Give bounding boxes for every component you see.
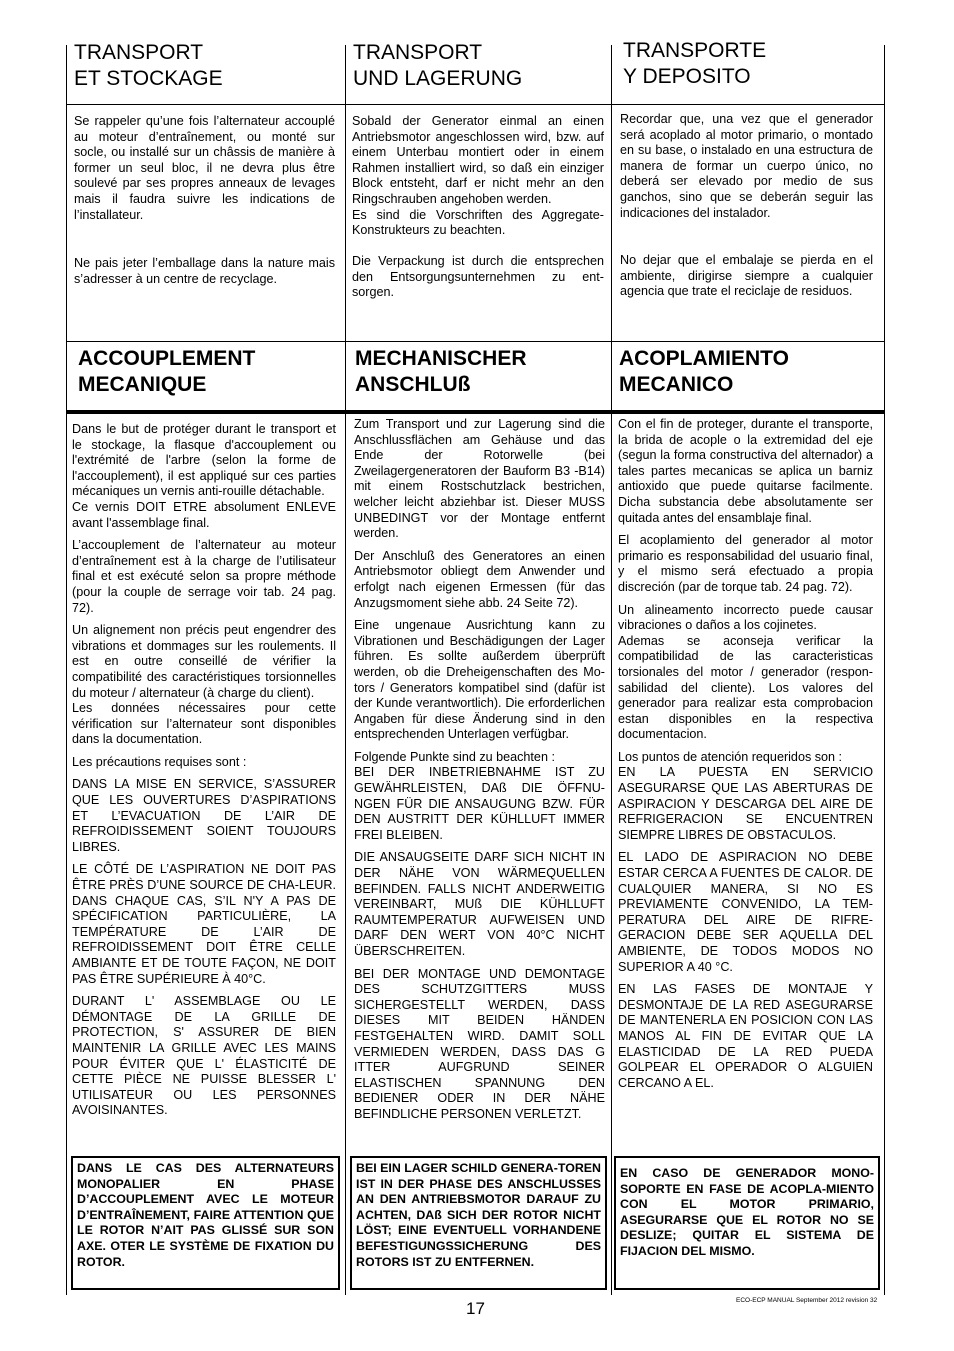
fr-recycling-text: Ne pais jeter l’emballage dans la nature mais s’adresser à un centre de recyclage. [74,256,335,286]
es-transport-text: Recordar que, una vez que el generador será acoplado al motor primario, o montado en su base, o instalado en una estructura de manera de formar un cuerpo único, no deberá ser elevado por medio de sus ganchos, sino que se deberán seguir las indicaciones del instalador. [620,112,873,220]
es-recycling-text: No dejar que el embalaje se pierda en el ambiente, dirigirse siempre a cualquier agencia que trate el reciclaje de residuos. [620,253,873,299]
es-title-coupling: ACOPLAMIENTO MECANICO [619,347,789,396]
divider-under-title1 [66,104,884,105]
divider-under-title2 [66,410,884,414]
de-title-coupling: MECHANISCHER ANSCHLUß [355,347,527,396]
de-title-transport: TRANSPORT UND LAGERUNG [353,41,523,90]
divider-under-section1 [66,341,884,342]
es-coupling-text: Con el fin de proteger, durante el transporte, la brida de acople o la extremidad del eje (segun la forma constructiva del alternador) a tales partes mecanicas se aplica un barniz antioxido que puede quitarse facilmente. Dicha substancia debe absolutamente ser quitada antes del ensamblaje final. El acoplamiento del generador al motor primario es responsabilidad del usuario final, y el mismo será efectuado a propia discreción (par de torque tab. 24 pag. 72). Un alineamento incorrecto puede causar vibraciones o daños a los cojinetes. Ademas se aconseja verificar la compatibilidad de las caracteristicas torsionales del motor / generador (respon-sabilidad del cliente). Los valores del generador para realizar esta comprobacion estan disponibles en la respectiva documentacion. Los puntos de atención requeridos son : EN LA PUESTA EN SERVICIO ASEGURARSE QUE LAS ABERTURAS DE ASPIRACION Y DESCARGA DEL AIRE DE REFRIGERACION SE ENCUENTREN SIEMPRE LIBRES DE OBSTACULOS. EL LADO DE ASPIRACION NO DEBE ESTAR CERCA A FUENTES DE CALOR. DE CUALQUIER MANERA, SI NO ES PREVIAMENTE CONVENIDO, LA TEM-PERATURA DEL AIRE DE RIFRE-GERACION DEBE SER AQUELLA DEL AMBIENTE, DE TODOS MODOS NO SUPERIOR A 40 °C. EN LAS FASES DE MONTAJE Y DESMONTAJE DE LA RED ASEGURARSE DE MANTENERLA EN POSICION CON LAS MANOS AL FIN DE EVITAR QUE LA ELASTICIDAD DE LA RED PUEDA GOLPEAR EL OPERADOR O ALGUIEN CERCANO A EL. [618,417,873,1090]
de-transport-text: Sobald der Generator einmal an einen Antriebsmotor angeschlossen wird, bzw. auf einem Unterbau montiert oder in einem Rahmen installiert wird, so daß ein einziger Block entsteht, darf er nicht mehr an den Ringschrauben angehoben werden. Es sind die Vorschriften des Aggregate-Konstrukteurs zu beachten. [352,114,604,238]
es-warning-box: EN CASO DE GENERADOR MONO-SOPORTE EN FASE DE ACOPLA-MIENTO CON EL MOTOR PRIMARIO, ASEGURARSE QUE EL ROTOR NO SE DESLIZE; QUITAR EL SISTEMA DE FIJACION DEL MISMO. [614,1156,880,1290]
de-warning-box: BEI EIN LAGER SCHILD GENERA-TOREN IST IN DER PHASE DES ANSCHLUSSES AN DEN ANTRIEBSMOTOR DARAUF ZU ACHTEN, DAß SICH DER ROTOR NICHT LÖST; EINE EVENTUELL VORHANDENE BEFESTIGUNGSSICHERUNG DES ROTORS IST ZU ENTFERNEN. [350,1156,607,1290]
frame-line-mid2 [611,45,612,1295]
footer-revision: ECO-ECP MANUAL September 2012 revision 32 [736,1297,878,1304]
fr-coupling-text: Dans le but de protéger durant le transport et le stockage, la flasque d'accouplement ou l'extrémité de l'arbre (selon la forme de l'accouplement), il est appliqué sur ces parties mécaniques un vernis anti-rouille détachable. Ce vernis DOIT ETRE absolument ENLEVE avant l'assemblage final. L’accouplement de l’alternateur au moteur d’entraînement est à la charge de l’utilisateur final et est exécuté selon sa propre méthode (pour la couple de serrage voir tab. 24 pag. 72). Un alignement non précis peut engendrer des vibrations et dommages sur les roulements. Il est en outre conseillé de vérifier la compatibilité des caractéristiques torsionnelles du moteur / alternateur (à charge du client). Les données nécessaires pour cette vérification sur l’alternateur sont disponibles dans la documentation. Les précautions requises sont : DANS LA MISE EN SERVICE, S’ASSURER QUE LES OUVERTURES D’ASPIRATIONS ET L’EVACUATION DE L’AIR DE REFROIDISSEMENT SOIENT TOUJOURS LIBRES. LE CÔTÉ DE L’ASPIRATION NE DOIT PAS ÊTRE PRÈS D’UNE SOURCE DE CHA-LEUR. DANS CHAQUE CAS, S’IL N'Y A PAS DE SPÉCIFICATION PARTICULIÈRE, LA TEMPÉRATURE DE L’AIR DE REFROIDISSEMENT DOIT ÊTRE CELLE AMBIANTE ET DE TOUTE FAÇON, NE DOIT PAS ÊTRE SUPÉRIEURE À 40°C. DURANT L' ASSEMBLAGE OU LE DÉMONTAGE DE LA GRILLE DE PROTECTION, S' ASSURER DE BIEN MAINTENIR LA GRILLE AVEC LES MAINS POUR ÉVITER QUE L' ÉLASTICITÉ DE CETTE PIÈCE NE PUISSE BLESSER L' UTILISATEUR OU LES PERSONNES AVOISINANTES. [72,422,336,1118]
page-number: 17 [466,1299,485,1318]
fr-title-coupling: ACCOUPLEMENT MECANIQUE [78,347,256,396]
frame-line-left [66,45,67,1295]
fr-transport-text: Se rappeler qu’une fois l’alternateur accouplé au moteur d’entraînement, ou monté sur socle, ou installé sur un châssis de manière à former un seul bloc, il ne devra plus être soulevé par ses propres anneaux de levages mais il faudra suivre les indications de l’installateur. [74,114,335,222]
fr-title-transport: TRANSPORT ET STOCKAGE [74,41,223,90]
de-recycling-text: Die Verpackung ist durch die entsprechen den Entsorgungsunternehmen zu ent-sorgen. [352,254,604,300]
frame-line-mid1 [345,45,346,1295]
fr-warning-box: DANS LE CAS DES ALTERNATEURS MONOPALIER EN PHASE D’ACCOUPLEMENT AVEC LE MOTEUR D’ENTRAÎNEMENT, FAIRE ATTENTION QUE LE ROTOR N’AIT PAS GLISSÉ SUR SON AXE. OTER LE SYSTÈME DE FIXATION DU ROTOR. [71,1156,340,1290]
es-title-transport: TRANSPORTE Y DEPOSITO [623,39,767,88]
de-coupling-text: Zum Transport und zur Lagerung sind die Anschlussflächen am Gehäuse und das Ende der Rotorwelle (bei Zweilagergeneratoren der Bauform B3 -B14) mit einem Rostschutzlack bestrichen, welcher leicht abziehbar ist. Dieser MUSS UNBEDINGT vor der Montage entfernt werden. Der Anschluß des Generatores an einen Antriebsmotor obliegt dem Anwender und erfolgt nach eigenen Ermessen (für das Anzugsmoment siehe abb. 24 Seite 72). Eine ungenaue Ausrichtung kann zu Vibrationen und Beschädigungen der Lager führen. Es sollte außerdem überprüft werden, ob die Dreheigenschaften des Mo-tors / Generators kompatibel sind (dafür ist der Kunde verantwortlich). Die erforderlichen Angaben für diese Änderung sind in den entsprechenden Unterlagen verfügbar. Folgende Punkte sind zu beachten : BEI DER INBETRIEBNAHME IST ZU GEWÄHRLEISTEN, DAß DIE ÖFFNU-NGEN FÜR DIE ANSAUGUNG BZW. FÜR DEN AUSTRITT DER KÜHLLUFT IMMER FREI BLEIBEN. DIE ANSAUGSEITE DARF SICH NICHT IN DER NÄHE VON WÄRMEQUELLEN BEFINDEN. FALLS NICHT ANDERWEITIG VEREINBART, MUß DIE KÜHLLUFT RAUMTEMPERATUR AUFWEISEN UND DARF DEN WERT VON 40°C NICHT ÜBERSCHREITEN. BEI DER MONTAGE UND DEMONTAGE DES SCHUTZGITTERS MUSS SICHERGESTELLT WERDEN, DASS DIESES MIT BEIDEN HÄNDEN FESTGEHALTEN WIRD. DAMIT SOLL VERMIEDEN WERDEN, DASS DAS G ITTER AUFGRUND SEINER ELASTISCHEN SPANNUNG DEN BEDIENER ODER IN DER NÄHE BEFINDLICHE PERSONEN VERLETZT. [354,417,605,1121]
frame-line-right [884,45,885,1295]
